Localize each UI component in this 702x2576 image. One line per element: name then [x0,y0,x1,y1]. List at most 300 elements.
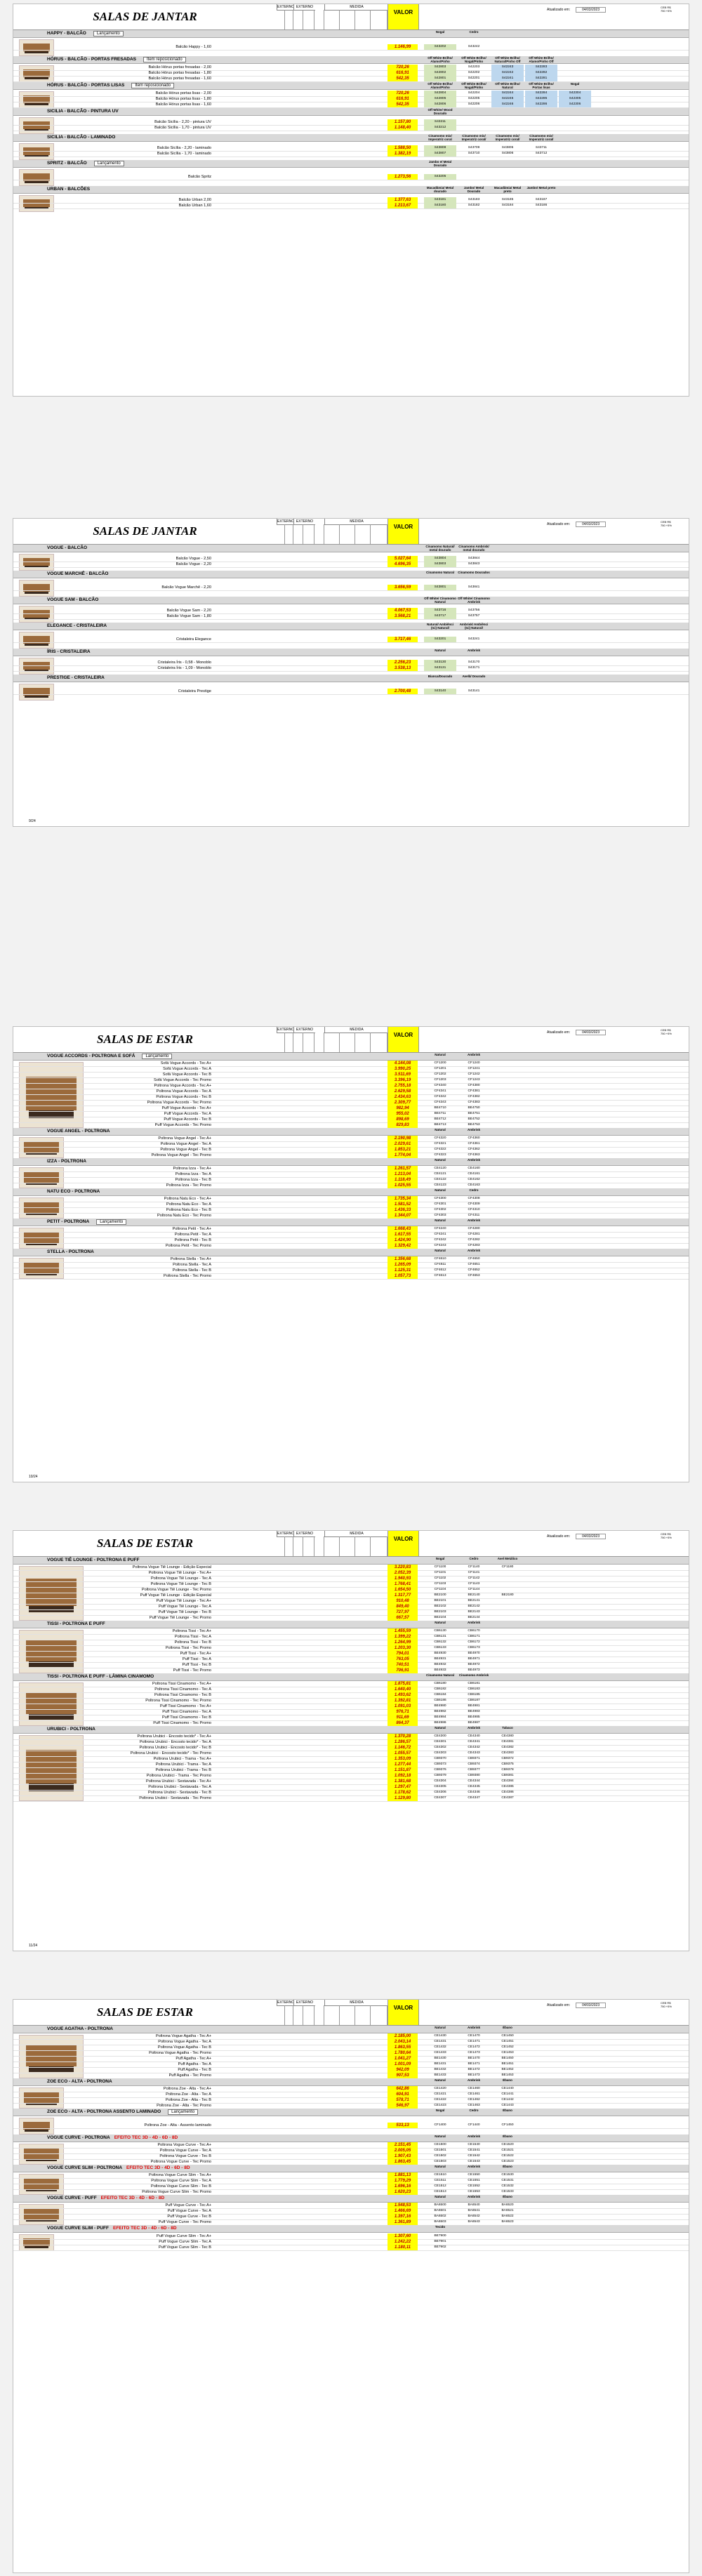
product-name: Poltrona Tissi Cinamomo - Tec A+ [152,1682,211,1686]
section-header [13,108,689,116]
product-code: CE1531 [501,2179,514,2182]
section-title: ZOE ECO - ALTA - POLTRONA ASSENTO LAMINADO [47,2109,161,2114]
product-code: S43201 [424,637,456,642]
product-code: S43202 [424,44,456,50]
finish-column-header: Ambrisk/ Ambiênci (Ici) Natural/ [459,623,489,630]
product-code: S43716 [424,608,456,613]
column-subheader [293,1536,303,1556]
product-code: CE1521 [501,2149,514,2152]
table-row [13,76,689,82]
product-price: 1.581,52 [388,1202,418,1207]
product-name: Poltrona Vogue Accords - Tec A [156,1089,211,1094]
section-body [13,630,689,649]
section-body [13,1061,689,1128]
product-code: CB9370 [434,1757,446,1760]
product-code: BE4982 [434,1710,446,1713]
product-section [13,1673,689,1726]
column-subheader [285,524,293,544]
product-price: 1.125,31 [388,1268,418,1273]
product-section [13,2026,689,2078]
product-code: S43804 [424,556,456,562]
product-code: S43141 [468,689,480,693]
product-code: CB6187 [468,1699,480,1702]
section-body [13,2033,689,2078]
product-price: 3.511,69 [388,1072,418,1077]
product-name: Poltrona Izza - Tec A [175,1172,211,1176]
product-code: CB6183 [468,1687,480,1691]
product-code: CF1100 [434,1565,446,1569]
product-code: CF4341 [434,1089,446,1093]
finish-column-header: Nogal [570,82,580,86]
product-price: 1.353,09 [388,1756,418,1762]
product-code: CE4160 [468,1167,480,1170]
updated-date: 04/03/2023 [576,1534,606,1539]
page-title: SALAS DE ESTAR [96,1536,193,1550]
product-name: Poltrona Urubici - Trama - Tec A+ [153,1757,211,1761]
product-name: Poltrona Petit - Tec Promo [165,1244,211,1248]
column-subheader [324,1536,340,1556]
page-number: 9/24 [29,819,36,823]
finish-column-header: Jambo/ Metal Dourado [463,186,484,193]
table-row [13,1795,689,1802]
product-price: 720,26 [388,65,418,70]
product-name: Puff Vogue Tiê Lounge - Tec A [158,1605,211,1609]
finish-column-header: Nogal [435,1557,445,1560]
section-header [13,2195,689,2203]
product-code: CB6180 [434,1682,446,1685]
product-code: BE4987 [468,1721,480,1725]
product-name: Puff Tissi - Tec A [182,1657,211,1661]
updated-date: 04/03/2023 [576,1030,606,1035]
product-name: Puff Vogue Tiê Lounge - Tec B [158,1610,211,1614]
product-code: BA6521 [501,2209,514,2212]
product-code: BE4984 [434,1715,446,1719]
section-header [13,1158,689,1166]
product-name: Balcão Sicília - 1,70 - pintura UV [154,126,211,130]
product-code: CB9376 [434,1768,446,1772]
product-name: Poltrona Vogue Curve - Tec A [159,2149,211,2153]
header-note: CEB R$ 750 +5% [661,2001,672,2008]
product-code: S42205 [468,97,480,100]
product-code: CF4280 [468,1227,480,1230]
product-code: BE4751 [468,1112,480,1115]
column-subheader [314,10,324,29]
product-code: CE1442 [501,2098,514,2102]
product-code: S42283 [525,65,557,70]
section-tag: Lançamento [94,161,124,166]
product-code: BE1430 [434,2057,446,2060]
product-price: 1.178,62 [388,1790,418,1795]
product-code: BE4970 [468,1652,480,1655]
product-name: Poltrona Tissi Cinamomo - Tec B [154,1693,211,1697]
product-price: 2.185,00 [388,2033,418,2039]
product-code: S43805 [501,146,514,150]
product-price: 2.151,45 [388,2142,418,2148]
header-note: CEB R$ 750 +5% [661,520,672,527]
product-price: 849,40 [388,1604,418,1609]
column-group-header: EXTERNO [293,4,315,11]
product-name: Poltrona Stella - Tec A+ [170,1257,211,1261]
finish-column-header: Cinamomo Natural [425,571,454,574]
column-subheader [293,1033,303,1052]
product-name: Poltrona Natu Eco - Tec A+ [164,1197,211,1201]
product-section [13,2109,689,2135]
section-header [13,2078,689,2086]
column-group-header: EXTERNO [293,2000,315,2006]
finish-column-header: Ébano [503,2195,512,2198]
product-price: 1.213,67 [388,203,418,208]
section-body [13,1734,689,1801]
product-code: CE4341 [468,1740,480,1744]
product-section [13,623,689,649]
product-name: Poltrona Vogue Angel - Tec A+ [158,1136,211,1141]
section-body [13,38,689,56]
finish-column-header: Natural [435,1621,446,1624]
product-code: CF1243 [468,1078,480,1082]
product-price: 3.220,83 [388,1565,418,1570]
finish-column-header: Cinamomo mix/ Imperatriz coral/ [495,134,520,141]
product-code: BE4973 [468,1668,480,1672]
finish-column-header: Cedro [469,2109,479,2112]
column-subheader [314,2005,324,2025]
product-code: CE1432 [434,2045,446,2049]
product-name: Poltrona Tissi Cinamomo - Tec Promo [145,1699,211,1703]
product-price: 1.307,60 [388,2233,418,2239]
product-name: Poltrona Urubici - Encosto tecido* - Tec Promo [130,1751,211,1755]
product-code: CE1552 [468,2184,480,2188]
product-section [13,2135,689,2165]
product-code: BA6542 [468,2215,480,2218]
product-image-base [25,644,49,646]
product-code: BE4931 [434,1657,446,1661]
product-code: S43806 [501,152,514,155]
product-price: 1.940,93 [388,1576,418,1581]
product-name: Poltrona Petit - Tec A [174,1233,211,1237]
product-price: 578,71 [388,2097,418,2103]
product-code: S42285 [525,96,557,102]
product-price: 542,35 [388,102,418,107]
product-name: Poltrona Vogue Tiê Lounge - Edição Especial [132,1565,211,1569]
product-price: 1.286,57 [388,1739,418,1745]
product-code: CF4380 [468,1084,480,1087]
section-body [13,656,689,675]
product-price: 1.455,59 [388,1628,418,1634]
product-price: 1.057,73 [388,1273,418,1279]
product-name: Poltrona Zoe - Alta - Tec Promo [157,2104,211,2108]
column-subheader [293,10,303,29]
column-subheader [340,1536,355,1556]
product-name: Poltrona Vogue Agatha - Tec A [158,2040,211,2044]
catalog-page [13,4,689,397]
product-code: CB6172 [468,1640,480,1644]
product-code: S43808 [424,145,456,151]
catalog-page [13,518,689,827]
finish-column-header: Ébano [503,2078,512,2082]
product-code: CE4387 [501,1796,514,1800]
section-title: VOGUE CURVE SLIM - PUFF [47,2226,109,2231]
column-subheader [371,1536,388,1556]
product-code: CB6181 [468,1682,480,1685]
product-code: CE1500 [434,2143,446,2146]
section-tag: Lançamento [142,1054,172,1059]
section-title: NATU ECO - POLTRONA [47,1189,100,1194]
product-name: Poltrona Vogue Curve - Tec Promo [150,2160,211,2164]
product-price: 546,97 [388,2103,418,2109]
product-name: Poltrona Vogue Curve Slim - Tec A+ [149,2173,211,2177]
product-name: Poltrona Natu Eco - Tec B [166,1208,211,1212]
product-code: CF4653 [468,1274,480,1277]
product-code: BE1473 [468,2073,480,2077]
product-code: CE1502 [434,2154,446,2158]
product-code: CE4306 [434,1791,446,1794]
column-subheader [303,2005,314,2025]
product-name: Puff Vogue Curve Slim - Tec A [159,2240,211,2244]
section-body [13,682,689,701]
product-code: S43212 [424,125,456,131]
product-code: CE4303 [434,1751,446,1755]
updated-label: Atualizado em: [547,1030,571,1035]
product-name: Puff Tissi - Tec B [182,1663,211,1667]
product-image-base [25,51,49,53]
page-title: SALAS DE ESTAR [96,2005,193,2019]
column-subheader [314,1033,324,1052]
section-title: SICILIA - BALCÃO - PINTURA UV [47,109,119,114]
product-code: CF4363 [468,1153,480,1157]
product-price: 976,71 [388,1709,418,1715]
page-header [13,2000,689,2026]
product-code: S43712 [535,152,548,155]
product-price: 1.277,44 [388,1762,418,1767]
finish-column-header: Off White/ Cinamomo Natural [424,597,456,604]
column-group-header: EXTERNO [277,5,295,9]
product-name: Poltrona Petit - Tec B [174,1238,211,1242]
product-section [13,160,689,186]
product-code: CB6182 [434,1687,446,1691]
product-code: CE1473 [468,2051,480,2054]
product-name: Sofá Vogue Accords - Tec A+ [160,1061,211,1065]
product-section [13,1249,689,1279]
product-name: Puff Vogue Curve - Tec A [167,2209,211,2213]
column-subheader [371,1033,388,1052]
section-body [13,194,689,212]
product-price: 667,57 [388,1615,418,1621]
product-code: CE1550 [468,2173,480,2177]
product-price: 1.370,28 [388,1734,418,1739]
product-name: Poltrona Urubici - Trama - Tec B [155,1768,211,1772]
product-image-base [25,592,49,594]
product-price: 2.043,14 [388,2039,418,2045]
section-header [13,160,689,168]
section-title: VOGUE AGATHA - POLTRONA [47,2026,113,2031]
product-name: Sofá Vogue Accords - Tec Promo [154,1078,211,1082]
product-code: CF4613 [434,1274,446,1277]
table-row [13,637,689,643]
finish-column-header: Off White Brilho/ Natural/Pinho Off [494,56,521,63]
product-price: 1.735,34 [388,1196,418,1202]
product-name: Poltrona Vogue Accords - Tec Promo [147,1101,211,1105]
product-code: CF4242 [434,1238,446,1242]
product-section [13,675,689,701]
column-subheader [324,524,340,544]
product-code: BE4712 [434,1117,446,1121]
product-name: Cristaleira Íris - 1,09 - Monoblo [157,666,211,670]
column-group-header: EXTERNO [293,1531,315,1537]
product-price: 706,91 [388,1668,418,1673]
finish-column-header: Ambrisk [467,1053,480,1056]
product-code: S43843 [468,562,480,566]
product-code: BA6522 [501,2215,514,2218]
column-subheader [293,2005,303,2025]
product-code: CE1423 [434,2104,446,2107]
finish-column-header: Ambrisk [467,2135,480,2138]
section-body [13,2086,689,2109]
product-code: CE1540 [468,2143,480,2146]
valor-header: VALOR [388,2000,419,2025]
product-name: Balcão Happy - 1,60 [176,45,211,49]
product-code: CF4301 [434,1202,446,1206]
column-subheader [371,2005,388,2025]
product-code: CF4343 [434,1101,446,1104]
product-code: S42806 [424,102,456,107]
product-price: 1.853,21 [388,1147,418,1153]
product-name: Puff Tissi - Tec A+ [180,1652,211,1656]
product-name: Balcão Sicília - 1,70 - laminado [157,152,211,156]
catalog-page [13,1530,689,1951]
section-title: SICILIA - BALCÃO - LAMINADO [47,135,116,140]
product-code: CF4241 [434,1233,446,1236]
product-code: CE4123 [434,1183,446,1187]
product-price: 1.129,80 [388,1795,418,1801]
product-price: 3.990,25 [388,1066,418,1072]
section-effect-note: EFEITO TEC 3D - 4D - 6D - 8D [113,2226,177,2231]
product-price: 1.146,72 [388,1745,418,1751]
product-price: 1.344,07 [388,1213,418,1219]
page-title: SALAS DE JANTAR [93,524,197,538]
column-subheader [371,524,388,544]
product-price: 2.190,98 [388,1136,418,1141]
product-section [13,2078,689,2109]
product-code: CB9380 [468,1774,480,1777]
column-subheader [303,10,314,29]
table-row [13,125,689,131]
product-code: BE2140 [468,1593,480,1597]
product-code: CE1460 [468,2087,480,2090]
product-price: 1.875,81 [388,1681,418,1687]
section-body [13,2233,689,2251]
finish-column-header: Ambrisk [467,2165,480,2168]
product-code: BE1432 [434,2068,446,2071]
product-code: BA6500 [434,2203,446,2207]
column-subheader [355,2005,371,2025]
finish-column-header: Off White/ Wood Dourado [428,108,453,115]
product-code: CF4611 [434,1263,446,1266]
product-code: S42245 [491,96,524,102]
product-code: CF4361 [468,1142,480,1146]
product-name: Balcão Urban 1,60 [178,204,211,208]
product-code: S43710 [468,152,480,155]
product-price: 907,53 [388,2073,418,2078]
product-code: CF1180 [501,1565,514,1569]
section-title: VOGUE CURVE - POLTRONA [47,2135,110,2140]
product-name: Poltrona Stella - Tec B [172,1268,211,1273]
product-code: CE1501 [434,2149,446,2152]
product-name: Balcão Vogue Sam - 2,20 [166,609,211,613]
product-name: Poltrona Vogue Agatha - Tec A+ [155,2034,211,2038]
product-code: CE4344 [468,1779,480,1783]
section-header [13,56,689,64]
product-name: Balcão Sicília - 2,20 - pintura UV [154,120,211,124]
product-code: S42203 [468,65,480,69]
product-price: 955,02 [388,1111,418,1117]
product-code: S42206 [468,102,480,106]
section-title: STELLA - POLTRONA [47,1249,94,1254]
finish-column-header: Cinamomo Natural [425,1673,454,1677]
column-subheader [340,524,355,544]
product-name: Poltrona Stella - Tec Promo [164,1274,211,1278]
product-price: 604,91 [388,2092,418,2097]
product-image-base [25,2130,49,2132]
section-header [13,30,689,38]
finish-column-header: Off White Brilho/ Portas lisas [529,82,554,89]
product-price: 1.382,19 [388,151,418,157]
column-group-header: EXTERNO [277,1028,295,1032]
section-title: VOGUE ACCORDS - POLTRONA E SOFÁ [47,1054,135,1058]
product-code: CF4308 [468,1197,480,1200]
product-price: 2.309,77 [388,1100,418,1106]
product-name: Poltrona Zoe - Alta - Tec B [165,2098,211,2102]
finish-column-header: Cinamomo Natural/ metal dourado [425,545,455,552]
product-code: BE4753 [468,1123,480,1127]
column-subheader [277,10,285,29]
column-subheader [324,10,340,29]
product-price: 1.780,64 [388,2050,418,2056]
product-code: S42804 [424,91,456,96]
product-code: CE1503 [434,2160,446,2163]
page-header [13,4,689,30]
product-price: 2.052,39 [388,1570,418,1576]
product-code: CB6133 [434,1646,446,1649]
product-code: CF4650 [468,1257,480,1261]
product-code: S42201 [468,77,480,80]
product-code: BE2144 [468,1616,480,1619]
product-code: S43131 [424,665,456,671]
section-body [13,64,689,82]
section-title: SPRITZ - BALCÃO [47,161,87,166]
table-row [13,2123,689,2129]
section-title: HAPPY - BALCÃO [47,31,86,36]
product-code: CF4381 [468,1089,480,1093]
product-price: 1.361,89 [388,2219,418,2225]
product-section [13,545,689,571]
section-header [13,545,689,552]
section-header [13,1249,689,1256]
finish-column-header: Off White Brilho/ Alamo/Pinho Off [529,56,554,63]
product-price: 1.025,55 [388,1183,418,1188]
table-row [13,1273,689,1280]
column-subheader [303,524,314,544]
section-title: URBAN - BALCÕES [47,187,91,192]
section-header [13,1219,689,1226]
product-code: CE4162 [468,1178,480,1181]
section-body [13,1681,689,1726]
product-code: S42242 [491,70,524,76]
product-code: BE1433 [434,2073,446,2077]
product-code: CE4121 [434,1172,446,1176]
product-price: 1.774,04 [388,1153,418,1158]
product-code: CF1240 [468,1061,480,1065]
finish-column-header: Cedro [469,1557,479,1560]
product-code: CF4240 [434,1227,446,1230]
